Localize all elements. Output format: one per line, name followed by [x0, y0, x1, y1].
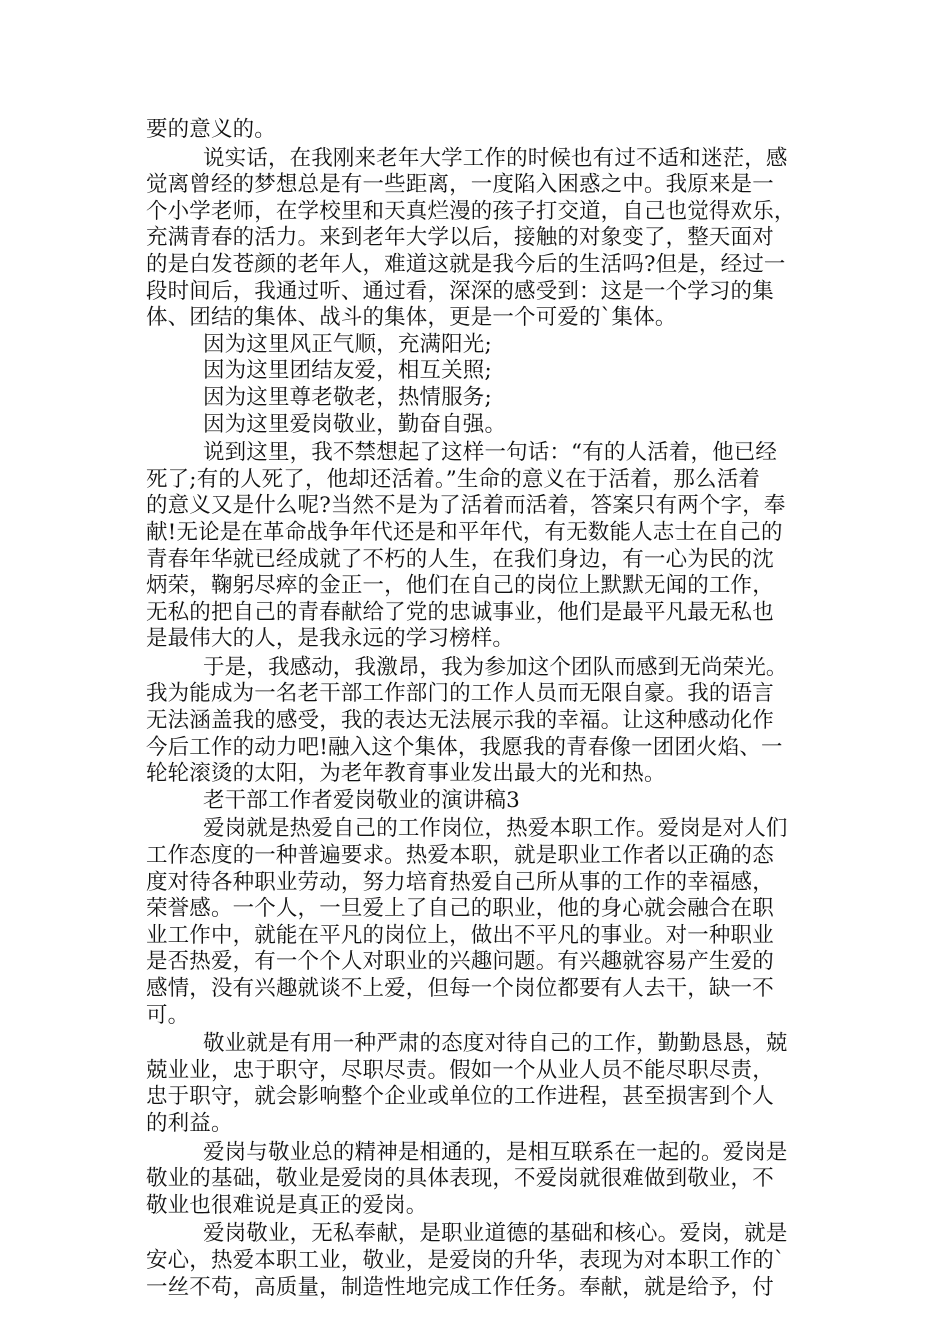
paragraph [146, 358, 810, 385]
text-line: 无私的把自己的青春献给了党的忠诚事业，他们是最平凡最无私也 [146, 599, 774, 625]
text-line: 是最伟大的人，是我永远的学习榜样。 [146, 626, 515, 652]
text-line: 爱岗与敬业总的精神是相通的，是相互联系在一起的。爱岗是 [203, 1139, 788, 1165]
text-line: 体、团结的集体、战斗的集体，更是一个可爱的`集体。 [146, 305, 677, 331]
text-line: 无法涵盖我的感受，我的表达无法展示我的幸福。让这种感动化作 [146, 708, 774, 734]
text-line: 一丝不苟，高质量，制造性地完成工作任务。奉献，就是给予，付 [146, 1274, 774, 1300]
text-line: 于是，我感动，我激昂，我为参加这个团队而感到无尚荣光。 [203, 654, 788, 680]
text-line: 说实话，在我刚来老年大学工作的时候也有过不适和迷茫，感 [203, 145, 788, 171]
text-line: 安心，热爱本职工业，敬业，是爱岗的升华，表现为对本职工作的` [146, 1247, 785, 1273]
text-line: 爱岗敬业，无私奉献，是职业道德的基础和核心。爱岗，就是 [203, 1221, 788, 1247]
text-line: 的利益。 [146, 1110, 233, 1136]
text-line: 我为能成为一名老干部工作部门的工作人员而无限自豪。我的语言 [146, 681, 774, 707]
text-line: 是否热爱，有一个个人对职业的兴趣问题。有兴趣就容易产生爱的 [146, 949, 774, 975]
text-line: 敬业也很难说是真正的爱岗。 [146, 1192, 428, 1218]
paragraph [146, 788, 810, 815]
text-line: 死了;有的人死了，他却还活着。”生命的意义在于活着，那么活着 [146, 466, 760, 492]
text-line: 炳荣，鞠躬尽瘁的金正一，他们在自己的岗位上默默无闻的工作， [146, 573, 774, 599]
paragraph [146, 146, 810, 332]
text-line: 因为这里风正气顺，充满阳光; [203, 331, 492, 357]
text-line: 充满青春的活力。来到老年大学以后，接触的对象变了，整天面对 [146, 225, 774, 251]
text-line: 可。 [146, 1002, 190, 1028]
text-line: 因为这里团结友爱，相互关照; [203, 358, 492, 384]
text-line: 要的意义的。 [146, 117, 276, 142]
text-line: 兢业业，忠于职守，尽职尽责。假如一个从业人员不能尽职尽责， [146, 1057, 774, 1083]
paragraph [146, 655, 810, 788]
paragraph [146, 385, 810, 412]
paragraph [146, 440, 810, 653]
text-line: 今后工作的动力吧!融入这个集体，我愿我的青春像一团团火焰、一 [146, 734, 783, 760]
text-line: 的是白发苍颜的老年人，难道这就是我今后的生活吗?但是，经过一 [146, 251, 786, 277]
text-line: 青春年华就已经成就了不朽的人生，在我们身边，有一心为民的沈 [146, 546, 774, 572]
text-line: 说到这里，我不禁想起了这样一句话：“有的人活着，他已经 [203, 440, 778, 466]
text-line: 敬业就是有用一种严肃的态度对待自己的工作，勤勤恳恳，兢 [203, 1031, 788, 1057]
paragraph [146, 117, 810, 144]
text-line: 业工作中，就能在平凡的岗位上，做出不平凡的事业。对一种职业 [146, 922, 774, 948]
text-line: 荣誉感。一个人，一旦爱上了自己的职业，他的身心就会融合在职 [146, 896, 774, 922]
text-line: 献!无论是在革命战争年代还是和平年代，有无数能人志士在自己的 [146, 519, 783, 545]
paragraph [146, 412, 810, 439]
paragraph [146, 1221, 810, 1301]
text-line: 爱岗就是热爱自己的工作岗位，热爱本职工作。爱岗是对人们 [203, 816, 788, 842]
text-line: 度对待各种职业劳动，努力培育热爱自己所从事的工作的幸福感， [146, 869, 774, 895]
text-line: 觉离曾经的梦想总是有一些距离，一度陷入困惑之中。我原来是一 [146, 172, 774, 198]
text-line: 敬业的基础，敬业是爱岗的具体表现，不爱岗就很难做到敬业，不 [146, 1166, 774, 1192]
text-line: 段时间后，我通过听、通过看，深深的感受到：这是一个学习的集 [146, 278, 774, 304]
text-line: 老干部工作者爱岗敬业的演讲稿3 [203, 787, 520, 813]
paragraph [146, 332, 810, 359]
text-line: 忠于职守，就会影响整个企业或单位的工作进程，甚至损害到个人 [146, 1084, 774, 1110]
text-line: 的意义又是什么呢?当然不是为了活着而活着，答案只有两个字，奉 [146, 493, 786, 519]
text-line: 工作态度的一种普遍要求。热爱本职，就是职业工作者以正确的态 [146, 843, 774, 869]
paragraph [146, 1031, 810, 1137]
text-line: 感情，没有兴趣就谈不上爱，但每一个岗位都要有人去干，缺一不 [146, 976, 774, 1001]
paragraph [146, 1140, 810, 1220]
text-line: 轮轮滚烫的太阳，为老年教育事业发出最大的光和热。 [146, 761, 666, 787]
text-line: 个小学老师，在学校里和天真烂漫的孩子打交道，自己也觉得欢乐， [146, 198, 796, 224]
paragraph [146, 816, 810, 1029]
text-line: 因为这里尊老敬老，热情服务; [203, 384, 492, 410]
text-line: 因为这里爱岗敬业，勤奋自强。 [203, 411, 507, 437]
document-body [146, 117, 810, 1301]
